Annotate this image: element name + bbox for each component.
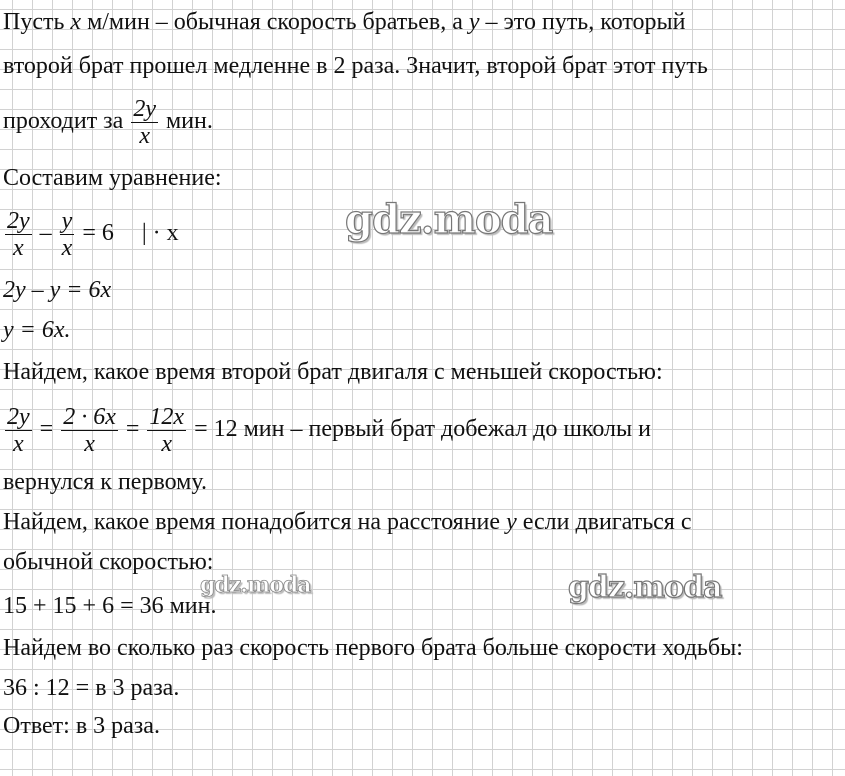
denominator: x <box>84 431 95 457</box>
text-fragment: y = 6x. <box>3 317 71 343</box>
fraction <box>131 96 158 149</box>
text-fragment: Найдем, какое время второй брат двигаля с меньшей скоростью: <box>3 359 663 385</box>
text-line-2 <box>3 52 708 80</box>
text-fragment: вернулся к первому. <box>3 469 207 495</box>
text-fragment: второй брат прошел медленне в 2 раза. Значит, второй брат этот путь <box>3 53 708 79</box>
text-line-6 <box>3 468 207 496</box>
fraction <box>60 208 75 261</box>
numerator: 12x <box>149 404 185 430</box>
equation-2 <box>3 276 111 304</box>
watermark-logo: gdz.moda <box>568 570 722 605</box>
numerator: 2y <box>133 96 156 122</box>
text-fragment: 2y – y = 6x <box>3 277 112 303</box>
variable-y: y <box>468 9 480 35</box>
text-fragment: обычной скоростью: <box>3 549 214 575</box>
text-fragment: Пусть <box>3 9 71 35</box>
text-fragment: Найдем, какое время понадобится на расстояние <box>3 509 507 535</box>
fraction <box>5 404 32 457</box>
text-fragment: 36 : 12 = в 3 раза. <box>3 675 180 701</box>
numerator: 2y <box>7 208 30 234</box>
denominator: x <box>139 123 150 149</box>
fraction <box>61 404 118 457</box>
text-fragment: Ответ: в 3 раза. <box>3 713 160 739</box>
operator: = <box>33 416 60 443</box>
answer-line <box>3 712 160 740</box>
denominator: x <box>13 431 24 457</box>
numerator: y <box>61 208 73 234</box>
text-fragment: = 12 мин – первый брат добежал до школы и <box>188 416 651 443</box>
denominator: x <box>161 431 173 457</box>
watermark-logo: gdz.moda <box>200 572 311 598</box>
denominator: x <box>13 235 24 261</box>
equation-3 <box>3 316 71 344</box>
text-fragment: Составим уравнение: <box>3 165 222 191</box>
operator: – <box>33 220 58 247</box>
watermark-logo: gdz.moda <box>345 196 553 243</box>
equation-1 <box>3 208 179 261</box>
variable-y: y <box>506 509 517 535</box>
multiplier: | · x <box>141 220 179 247</box>
text-line-3 <box>3 96 213 149</box>
text-fragment: м/мин – обычная скорость братьев, а <box>81 9 469 35</box>
text-fragment: – это путь, который <box>479 9 686 35</box>
text-line-8 <box>3 548 213 576</box>
operator: = <box>119 416 146 443</box>
numerator: 2 · 6x <box>63 404 116 430</box>
denominator: x <box>61 235 73 261</box>
text-line-4 <box>3 164 222 192</box>
text-fragment: = 6 <box>76 220 114 247</box>
text-fragment: проходит за <box>3 108 130 135</box>
variable-x: x <box>70 9 82 35</box>
text-fragment: мин. <box>165 108 213 135</box>
equation-5 <box>3 592 216 620</box>
text-line-9 <box>3 634 743 662</box>
text-fragment: если двигаться с <box>516 509 692 535</box>
text-fragment: 15 + 15 + 6 = 36 мин. <box>3 593 217 619</box>
text-line-1 <box>3 8 686 36</box>
text-fragment: Найдем во сколько раз скорость первого брата больше скорости ходьбы: <box>3 635 743 661</box>
text-line-7 <box>3 508 691 536</box>
equation-6 <box>3 674 179 702</box>
numerator: 2y <box>7 404 30 430</box>
fraction <box>147 404 186 457</box>
fraction <box>5 208 32 261</box>
text-line-5 <box>3 358 663 386</box>
equation-4 <box>3 404 651 457</box>
